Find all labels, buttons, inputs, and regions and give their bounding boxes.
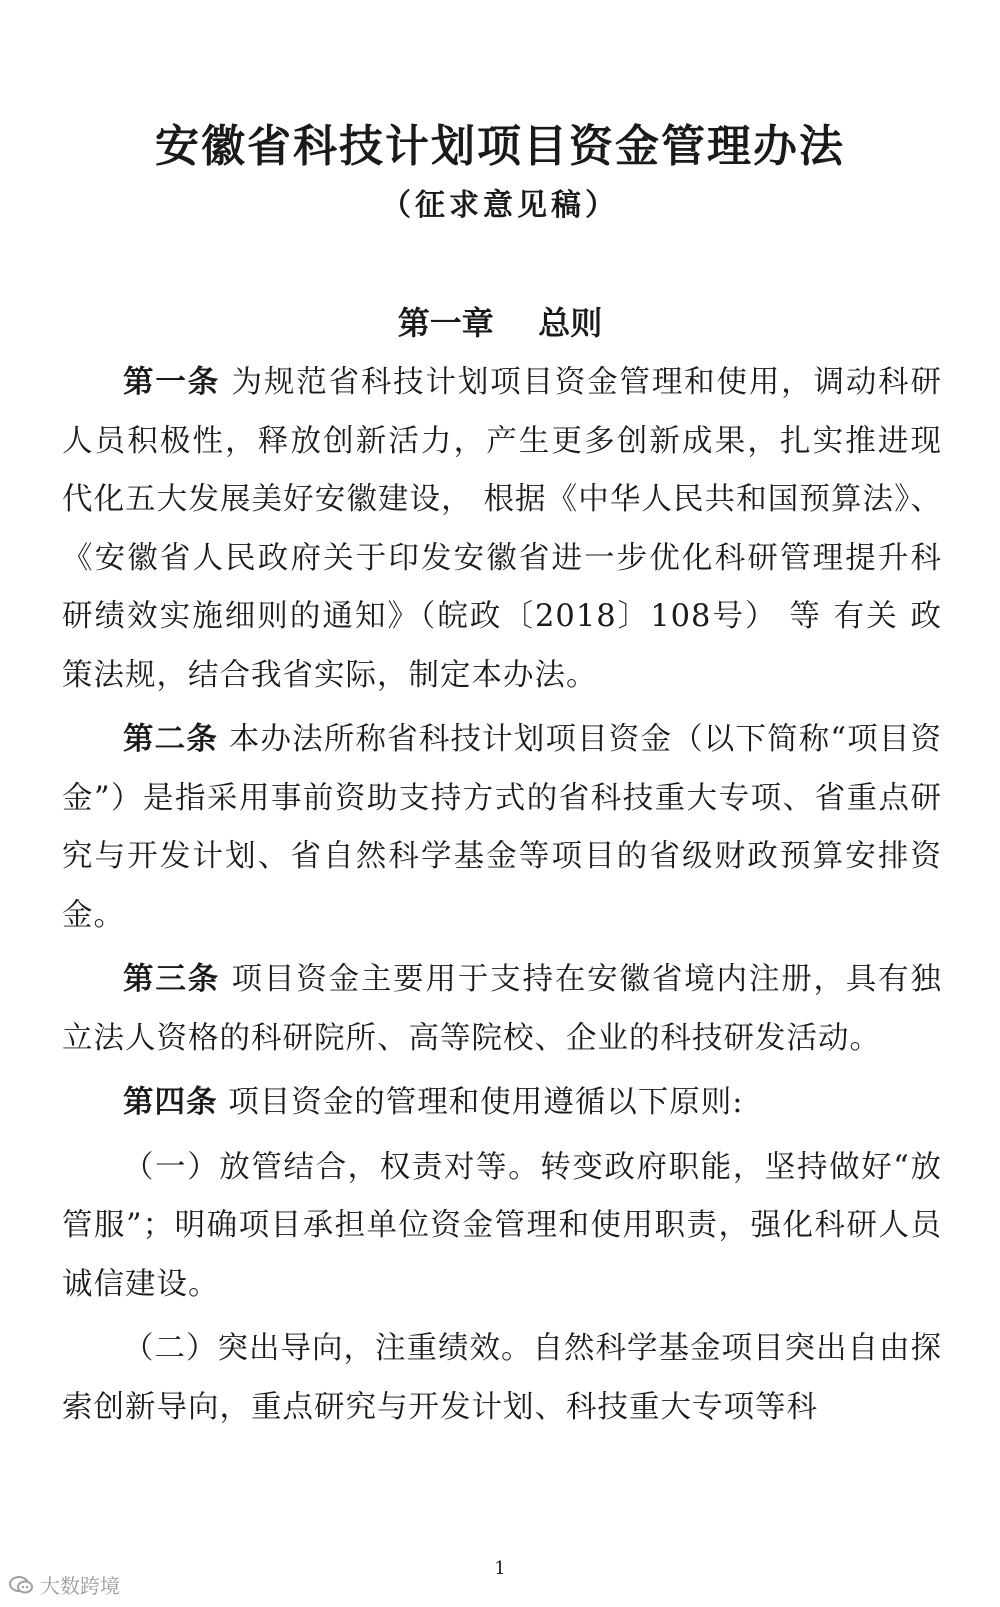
document-body [62,354,942,1443]
page-number: 1 [494,1558,506,1579]
article-label: 第一条 [123,365,220,400]
chat-bubble-logo-icon [8,1572,34,1598]
chapter-heading: 第一章 总则 [397,304,603,342]
document-subtitle: （征求意见稿） [381,188,619,223]
document-title: 安徽省科技计划项目资金管理办法 [155,121,845,172]
principle-2 [62,1320,942,1437]
principle-1 [62,1139,942,1315]
article-label: 第四条 [123,1085,218,1120]
article-label: 第二条 [123,722,218,757]
watermark [8,1570,120,1599]
article-1 [62,354,942,705]
principle-text: （一）放管结合，权责对等。转变政府职能，坚持做好“放管服”；明确项目承担单位资金管理和使用职责，强化科研人员诚信建设。 [62,1149,942,1302]
article-text: 本办法所称省科技计划项目资金（以下简称“项目资金”）是指采用事前资助支持方式的省科技重大专项、省重点研究与开发计划、省自然科学基金等项目的省级财政预算安排资金。 [62,722,943,933]
article-3 [62,951,942,1068]
watermark-text: 大数跨境 [40,1574,120,1598]
article-text: 为规范省科技计划项目资金管理和使用，调动科研人员积极性，释放创新活力，产生更多创新成果，扎实推进现代化五大发展美好安徽建设， 根据《中华人民共和国预算法》、《安徽省人民政府关于印发安徽省进一步优化科研管理提升科研绩效实施细则的通知》（皖政〔2018〕108号） 等 有关 政策法规，结合我省实际，制定本办法。 [62,365,942,693]
article-text: 项目资金主要用于支持在安徽省境内注册，具有独立法人资格的科研院所、高等院校、企业的科技研发活动。 [62,962,942,1056]
article-text: 项目资金的管理和使用遵循以下原则: [217,1085,744,1120]
article-2 [62,711,942,945]
principle-text: （二）突出导向，注重绩效。自然科学基金项目突出自由探索创新导向，重点研究与开发计划、科技重大专项等科 [62,1331,942,1425]
article-4 [62,1074,942,1133]
article-label: 第三条 [123,962,220,997]
